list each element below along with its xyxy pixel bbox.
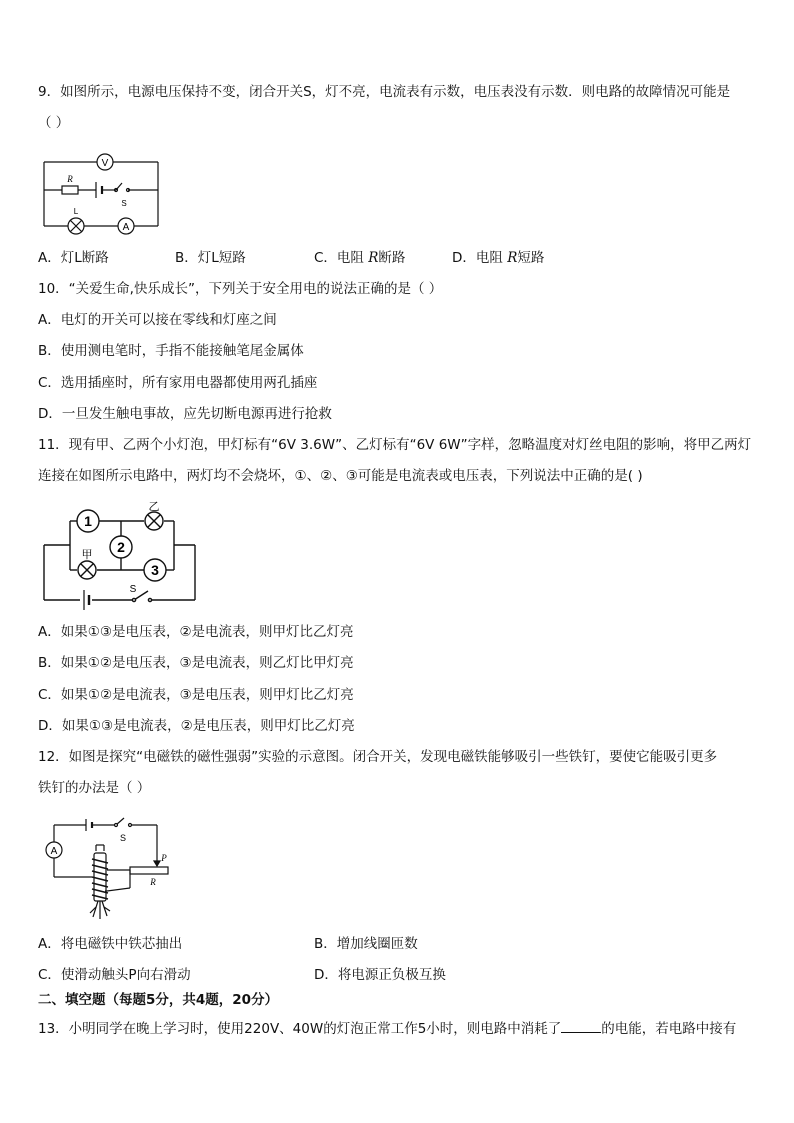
q12-switch-label: S [119,833,127,843]
q12-rheostat-label: R [150,877,156,887]
q9-stem-line2: （ ） [38,115,70,131]
q9-voltmeter-label: V [101,158,109,169]
q11-stem-line1: 11．现有甲、乙两个小灯泡，甲灯标有“6V 3.6W”、乙灯标有“6V 6W”字样，忽略温度对灯丝电阻的影响，将甲乙两灯 [38,437,752,453]
q9-option-c [314,249,405,267]
q9-option-a [38,249,109,267]
q12-option-d: D．将电源正负极互换 [314,967,446,983]
q10-option-d: D．一旦发生触电事故，应先切断电源再进行抢救 [38,406,332,422]
q9-option-c-var: R [368,250,379,266]
q12-option-c: C．使滑动触头P向右滑动 [38,967,191,983]
q11-option-b: B．如果①②是电压表，③是电流表，则乙灯比甲灯亮 [38,655,354,671]
q9-lamp-label: L [73,207,79,216]
q12-ammeter-label: A [50,846,58,857]
q12-stem-line2: 铁钉的办法是（ ） [38,780,151,796]
q12-option-a: A．将电磁铁中铁芯抽出 [38,936,183,952]
q13-text-after: 的电能，若电路中接有 [601,1021,737,1037]
q10-option-c: C．选用插座时，所有家用电器都使用两孔插座 [38,375,318,391]
q11-lamp-jia-label: 甲 [81,548,93,561]
q9-option-c-suffix: 断路 [378,250,406,266]
q11-option-c: C．如果①②是电流表，③是电压表，则甲灯比乙灯亮 [38,687,354,703]
q11-option-a: A．如果①③是电压表，②是电流表，则甲灯比乙灯亮 [38,624,354,640]
q11-meter-1-label: 1 [84,513,92,529]
q13-stem [38,1018,736,1038]
q12-option-b: B．增加线圈匝数 [314,936,418,952]
q11-circuit-diagram [40,500,200,610]
q9-ammeter-label: A [122,222,130,233]
q13-text-before: 13．小明同学在晚上学习时，使用220V、40W的灯泡正常工作5小时，则电路中消耗了 [38,1021,562,1037]
section-heading: 二、填空题（每题5分，共4题，20分） [38,992,279,1008]
q11-meter-2-label: 2 [117,539,125,555]
q9-switch-label: S [121,199,127,208]
q9-circuit-diagram [40,150,165,235]
q11-lamp-yi-label: 乙 [148,500,160,513]
q9-option-c-prefix: C．电阻 [314,250,369,266]
q9-option-d-prefix: D．电阻 [452,250,508,266]
q12-electromagnet-diagram [40,815,175,920]
q9-stem-line1: 9．如图所示，电源电压保持不变，闭合开关S，灯不亮，电流表有示数，电压表没有示数．则电路的故障情况可能是 [38,84,731,100]
q9-option-d-suffix: 短路 [517,250,545,266]
q10-stem: 10．“关爱生命,快乐成长”，下列关于安全用电的说法正确的是（ ） [38,281,443,297]
q11-switch-label: S [129,584,137,595]
q13-answer-blank [561,1018,601,1033]
q12-slider-p-label: P [161,853,167,863]
q10-option-b: B．使用测电笔时，手指不能接触笔尾金属体 [38,343,304,359]
q12-stem-line1: 12．如图是探究“电磁铁的磁性强弱”实验的示意图。闭合开关，发现电磁铁能够吸引一些铁钉，要使它能吸引更多 [38,749,718,765]
q11-option-d: D．如果①③是电流表，②是电压表，则甲灯比乙灯亮 [38,718,355,734]
q9-option-b-text: B．灯L短路 [175,250,246,266]
q11-meter-3-label: 3 [151,562,159,578]
q9-option-d-var: R [507,250,518,266]
q9-resistor-label: R [67,174,73,184]
q10-option-a: A．电灯的开关可以接在零线和灯座之间 [38,312,277,328]
q11-stem-line2: 连接在如图所示电路中，两灯均不会烧坏，①、②、③可能是电流表或电压表，下列说法中正确的是( ) [38,468,643,484]
q9-option-b [175,249,246,267]
q9-option-a-text: A．灯L断路 [38,250,109,266]
q9-option-d [452,249,544,267]
